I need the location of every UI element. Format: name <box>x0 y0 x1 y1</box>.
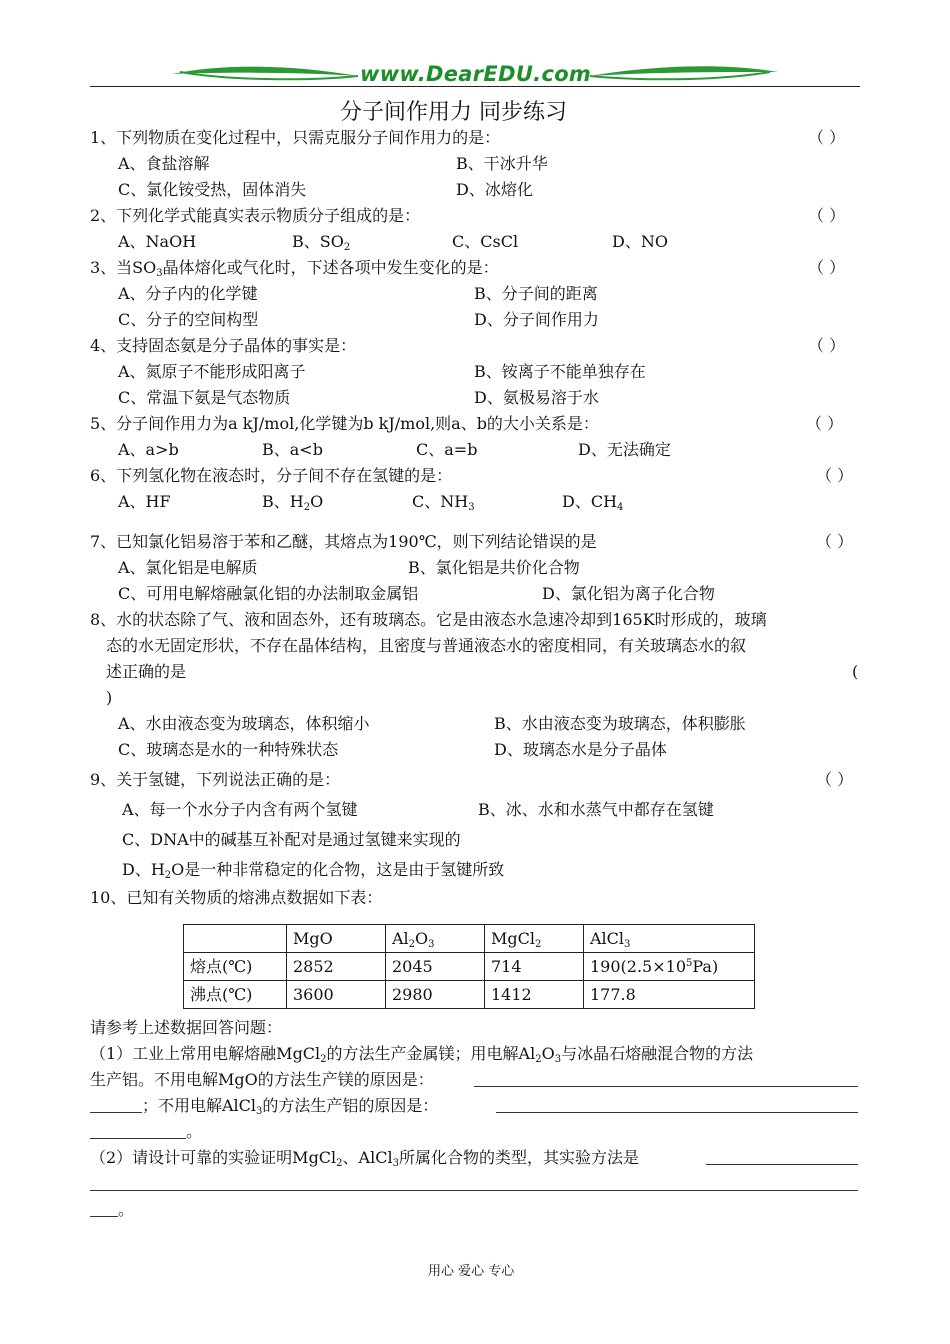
q8-option-c: C、玻璃态是水的一种特殊状态 <box>118 740 339 759</box>
q5-stem: 5、分子间作用力为a kJ/mol,化学键为b kJ/mol,则a、b的大小关系是： <box>90 414 599 433</box>
q3-option-a: A、分子内的化学键 <box>118 284 258 303</box>
q7-option-d: D、氯化铝为离子化合物 <box>542 584 715 603</box>
q7-stem: 7、已知氯化铝易溶于苯和乙醚，其熔点为190℃，则下列结论错误的是 <box>90 532 597 551</box>
q5-option-c: C、a=b <box>416 440 478 459</box>
q8-option-a: A、水由液态变为玻璃态，体积缩小 <box>118 714 370 733</box>
q7-option-b: B、氯化铝是共价化合物 <box>408 558 580 577</box>
answer-blank-line[interactable] <box>496 1112 858 1113</box>
answer-blank-line[interactable] <box>706 1164 858 1165</box>
q1-option-b: B、干冰升华 <box>456 154 548 173</box>
q9-option-d: D、$H_2O$是一种非常稳定的化合物，这是由于氢键所致 <box>122 860 505 881</box>
q8-stem-line2: 态的水无固定形状，不存在晶体结构，且密度与普通液态水的密度相同，有关玻璃态水的叙 <box>106 636 747 655</box>
q6-option-c: C、$NH_3$ <box>412 492 475 513</box>
q2-answer-paren: （ ） <box>808 206 846 225</box>
answer-blank-line[interactable] <box>90 1190 858 1191</box>
q6-option-b: B、$H_2O$ <box>262 492 324 513</box>
q6-stem: 6、下列氢化物在液态时，分子间不存在氢键的是： <box>90 466 453 485</box>
answer-blank-line[interactable] <box>90 1216 118 1217</box>
q9-stem: 9、关于氢键，下列说法正确的是： <box>90 770 341 789</box>
q5-option-d: D、无法确定 <box>578 440 671 459</box>
q9-answer-paren: （ ） <box>816 770 854 789</box>
melting-boiling-table <box>183 924 755 1009</box>
table-header-al2o3: $Al_2O_3$ <box>386 925 485 953</box>
table-header-mgcl2: MgCl$_2$ <box>485 925 584 953</box>
q10-part1-end: 。 <box>186 1122 203 1141</box>
q8-paren-close: ) <box>106 688 113 707</box>
q10-stem: 10、已知有关物质的熔沸点数据如下表： <box>90 888 383 907</box>
q2-option-a: A、NaOH <box>118 232 197 251</box>
q2-option-b: B、$SO_2$ <box>292 232 351 253</box>
q4-option-a: A、氮原子不能形成阳离子 <box>118 362 306 381</box>
q9-option-b: B、冰、水和水蒸气中都存在氢键 <box>478 800 714 819</box>
q8-option-b: B、水由液态变为玻璃态，体积膨胀 <box>494 714 746 733</box>
q4-option-c: C、常温下氨是气态物质 <box>118 388 291 407</box>
q3-option-c: C、分子的空间构型 <box>118 310 259 329</box>
table-row-label-melting: 熔点(℃) <box>184 953 287 981</box>
q1-option-d: D、冰熔化 <box>456 180 533 199</box>
q9-option-c: C、DNA中的碱基互补配对是通过氢键来实现的 <box>122 830 461 849</box>
table-cell: 2980 <box>386 981 485 1009</box>
q10-part2-line1: （2）请设计可靠的实验证明MgCl$_2$、AlCl$_3$所属化合物的类型，其实验方法是 <box>90 1148 639 1169</box>
q4-answer-paren: （ ） <box>808 336 846 355</box>
table-row-label-boiling: 沸点(℃) <box>184 981 287 1009</box>
table-header-row <box>184 925 755 953</box>
q10-part1-line1: （1）工业上常用电解熔融MgCl$_2$的方法生产金属镁；用电解$Al_2O_3$与冰晶石熔融混合物的方法 <box>90 1044 754 1065</box>
logo-text: www.DearEDU.com <box>360 62 592 86</box>
table-cell: 2852 <box>287 953 386 981</box>
q8-stem-line3: 述正确的是 <box>106 662 187 681</box>
q10-intro: 请参考上述数据回答问题： <box>90 1018 283 1037</box>
q1-answer-paren: （ ） <box>808 128 846 147</box>
q8-stem-line1: 8、水的状态除了气、液和固态外，还有玻璃态。它是由液态水急速冷却到165K时形成的，玻璃 <box>90 610 767 629</box>
q5-option-b: B、a<b <box>262 440 323 459</box>
page-title: 分子间作用力 同步练习 <box>340 100 567 125</box>
table-cell: 3600 <box>287 981 386 1009</box>
table-cell: 177.8 <box>584 981 755 1009</box>
page-footer: 用心 爱心 专心 <box>428 1264 515 1279</box>
q3-option-b: B、分子间的距离 <box>474 284 598 303</box>
q10-part1-line3: ；不用电解AlCl$_3$的方法生产铝的原因是： <box>142 1096 439 1117</box>
q3-stem: 3、当$SO_3$晶体熔化或气化时，下述各项中发生变化的是： <box>90 258 499 279</box>
header-rule <box>90 86 860 87</box>
q8-option-d: D、玻璃态水是分子晶体 <box>494 740 667 759</box>
q8-paren-open: ( <box>852 662 859 681</box>
q1-option-a: A、食盐溶解 <box>118 154 210 173</box>
q2-option-c: C、CsCl <box>452 232 519 251</box>
table-cell: 2045 <box>386 953 485 981</box>
q7-answer-paren: （ ） <box>816 532 854 551</box>
q4-option-b: B、铵离子不能单独存在 <box>474 362 646 381</box>
site-logo <box>170 60 780 88</box>
q7-option-c: C、可用电解熔融氯化铝的办法制取金属铝 <box>118 584 419 603</box>
table-row <box>184 953 755 981</box>
table-cell: 714 <box>485 953 584 981</box>
q5-option-a: A、a>b <box>118 440 179 459</box>
q10-part2-end: 。 <box>118 1200 135 1219</box>
table-corner-cell <box>184 925 287 953</box>
answer-blank-line[interactable] <box>474 1086 858 1087</box>
q1-stem: 1、下列物质在变化过程中，只需克服分子间作用力的是： <box>90 128 501 147</box>
answer-blank-line[interactable] <box>90 1138 186 1139</box>
table-header-alcl3: AlCl$_3$ <box>584 925 755 953</box>
q1-option-c: C、氯化铵受热，固体消失 <box>118 180 307 199</box>
q6-option-d: D、$CH_4$ <box>562 492 624 513</box>
q2-stem: 2、下列化学式能真实表示物质分子组成的是： <box>90 206 421 225</box>
q9-option-a: A、每一个水分子内含有两个氢键 <box>122 800 358 819</box>
q7-option-a: A、氯化铝是电解质 <box>118 558 258 577</box>
table-cell: 1412 <box>485 981 584 1009</box>
q10-part1-line2: 生产铝。不用电解MgO的方法生产镁的原因是： <box>90 1070 434 1089</box>
q5-answer-paren: （ ） <box>806 414 844 433</box>
q4-stem: 4、支持固态氨是分子晶体的事实是： <box>90 336 357 355</box>
q6-answer-paren: （ ） <box>816 466 854 485</box>
q3-option-d: D、分子间作用力 <box>474 310 599 329</box>
q4-option-d: D、氨极易溶于水 <box>474 388 599 407</box>
q6-option-a: A、HF <box>118 492 171 511</box>
q3-answer-paren: （ ） <box>808 258 846 277</box>
table-header-mgo: MgO <box>287 925 386 953</box>
q2-option-d: D、NO <box>612 232 668 251</box>
table-row <box>184 981 755 1009</box>
table-cell: $190(2.5\times 10^5Pa)$ <box>584 953 755 981</box>
answer-blank-line[interactable] <box>90 1112 142 1113</box>
